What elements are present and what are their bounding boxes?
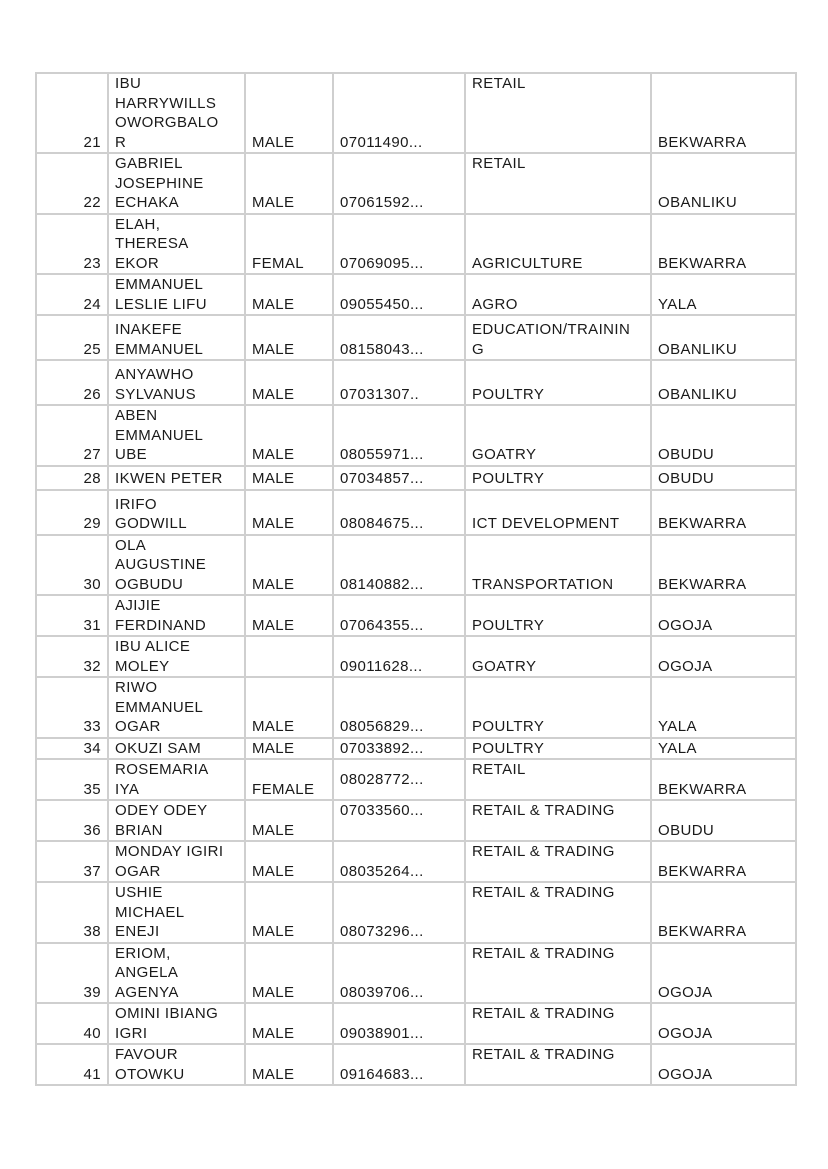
lga-cell: YALA (651, 738, 796, 760)
table-row (36, 841, 796, 882)
name-cell: IBU HARRYWILLS OWORGBALO R (108, 73, 245, 153)
business-cell: RETAIL & TRADING (465, 943, 651, 1004)
sex-cell: FEMAL (245, 214, 333, 275)
sex-cell: MALE (245, 360, 333, 405)
lga-cell: BEKWARRA (651, 841, 796, 882)
row-number-cell: 33 (36, 677, 108, 738)
lga-cell: BEKWARRA (651, 882, 796, 943)
table-row (36, 1044, 796, 1085)
name-cell: ABEN EMMANUEL UBE (108, 405, 245, 466)
row-number-cell: 35 (36, 759, 108, 800)
row-number-cell: 24 (36, 274, 108, 315)
name-cell: ANYAWHO SYLVANUS (108, 360, 245, 405)
lga-cell: BEKWARRA (651, 73, 796, 153)
lga-cell: OGOJA (651, 943, 796, 1004)
row-number-cell: 31 (36, 595, 108, 636)
sex-cell: MALE (245, 490, 333, 535)
sex-cell: MALE (245, 882, 333, 943)
sex-cell: MALE (245, 73, 333, 153)
phone-cell: 07033892... (333, 738, 465, 760)
name-cell: ELAH, THERESA EKOR (108, 214, 245, 275)
table-body (36, 73, 796, 1085)
lga-cell: OGOJA (651, 595, 796, 636)
phone-cell: 07033560... (333, 800, 465, 841)
row-number-cell: 28 (36, 466, 108, 490)
phone-cell: 07011490... (333, 73, 465, 153)
table-row (36, 636, 796, 677)
phone-cell: 08039706... (333, 943, 465, 1004)
sex-cell: FEMALE (245, 759, 333, 800)
lga-cell: BEKWARRA (651, 490, 796, 535)
table-row (36, 490, 796, 535)
table-row (36, 535, 796, 596)
name-cell: RIWO EMMANUEL OGAR (108, 677, 245, 738)
name-cell: OMINI IBIANG IGRI (108, 1003, 245, 1044)
table-row (36, 315, 796, 360)
name-cell: MONDAY IGIRI OGAR (108, 841, 245, 882)
business-cell: GOATRY (465, 636, 651, 677)
business-cell: RETAIL & TRADING (465, 841, 651, 882)
table-row (36, 800, 796, 841)
lga-cell: OGOJA (651, 1003, 796, 1044)
name-cell: EMMANUEL LESLIE LIFU (108, 274, 245, 315)
sex-cell: MALE (245, 841, 333, 882)
sex-cell: MALE (245, 535, 333, 596)
sex-cell: MALE (245, 1044, 333, 1085)
lga-cell: OGOJA (651, 636, 796, 677)
table-row (36, 677, 796, 738)
business-cell: ICT DEVELOPMENT (465, 490, 651, 535)
sex-cell: MALE (245, 405, 333, 466)
business-cell: AGRO (465, 274, 651, 315)
business-cell: RETAIL (465, 759, 651, 800)
business-cell: TRANSPORTATION (465, 535, 651, 596)
lga-cell: YALA (651, 274, 796, 315)
business-cell: POULTRY (465, 738, 651, 760)
row-number-cell: 37 (36, 841, 108, 882)
table-row (36, 466, 796, 490)
table-row (36, 405, 796, 466)
name-cell: USHIE MICHAEL ENEJI (108, 882, 245, 943)
lga-cell: BEKWARRA (651, 535, 796, 596)
table-row (36, 153, 796, 214)
sex-cell: MALE (245, 800, 333, 841)
row-number-cell: 41 (36, 1044, 108, 1085)
sex-cell: MALE (245, 315, 333, 360)
row-number-cell: 32 (36, 636, 108, 677)
row-number-cell: 38 (36, 882, 108, 943)
table-row (36, 274, 796, 315)
table-row (36, 1003, 796, 1044)
table-row (36, 759, 796, 800)
row-number-cell: 27 (36, 405, 108, 466)
phone-cell: 08055971... (333, 405, 465, 466)
row-number-cell: 21 (36, 73, 108, 153)
row-number-cell: 30 (36, 535, 108, 596)
sex-cell: MALE (245, 274, 333, 315)
business-cell: POULTRY (465, 677, 651, 738)
sex-cell (245, 636, 333, 677)
business-cell: POULTRY (465, 360, 651, 405)
phone-cell: 09164683... (333, 1044, 465, 1085)
table-row (36, 73, 796, 153)
business-cell: RETAIL & TRADING (465, 1003, 651, 1044)
row-number-cell: 40 (36, 1003, 108, 1044)
row-number-cell: 25 (36, 315, 108, 360)
name-cell: IKWEN PETER (108, 466, 245, 490)
name-cell: ROSEMARIA IYA (108, 759, 245, 800)
business-cell: GOATRY (465, 405, 651, 466)
phone-cell: 08073296... (333, 882, 465, 943)
sex-cell: MALE (245, 677, 333, 738)
sex-cell: MALE (245, 595, 333, 636)
name-cell: ODEY ODEY BRIAN (108, 800, 245, 841)
sex-cell: MALE (245, 738, 333, 760)
business-cell: RETAIL & TRADING (465, 1044, 651, 1085)
sex-cell: MALE (245, 153, 333, 214)
phone-cell: 09011628... (333, 636, 465, 677)
table-row (36, 943, 796, 1004)
lga-cell: OBUDU (651, 405, 796, 466)
phone-cell: 09055450... (333, 274, 465, 315)
phone-cell: 07064355... (333, 595, 465, 636)
name-cell: INAKEFE EMMANUEL (108, 315, 245, 360)
lga-cell: YALA (651, 677, 796, 738)
table-row (36, 360, 796, 405)
business-cell: RETAIL (465, 73, 651, 153)
table-row (36, 738, 796, 760)
lga-cell: OBANLIKU (651, 360, 796, 405)
phone-cell: 08140882... (333, 535, 465, 596)
name-cell: GABRIEL JOSEPHINE ECHAKA (108, 153, 245, 214)
lga-cell: OBANLIKU (651, 315, 796, 360)
business-cell: EDUCATION/TRAININ G (465, 315, 651, 360)
table-row (36, 595, 796, 636)
phone-cell: 07061592... (333, 153, 465, 214)
phone-cell: 07034857... (333, 466, 465, 490)
business-cell: AGRICULTURE (465, 214, 651, 275)
row-number-cell: 22 (36, 153, 108, 214)
lga-cell: OBUDU (651, 800, 796, 841)
table-row (36, 882, 796, 943)
business-cell: POULTRY (465, 595, 651, 636)
business-cell: RETAIL (465, 153, 651, 214)
lga-cell: BEKWARRA (651, 214, 796, 275)
sex-cell: MALE (245, 1003, 333, 1044)
name-cell: IRIFO GODWILL (108, 490, 245, 535)
phone-cell: 08084675... (333, 490, 465, 535)
lga-cell: OGOJA (651, 1044, 796, 1085)
name-cell: OKUZI SAM (108, 738, 245, 760)
lga-cell: BEKWARRA (651, 759, 796, 800)
name-cell: IBU ALICE MOLEY (108, 636, 245, 677)
phone-cell: 08028772... (333, 759, 465, 800)
row-number-cell: 39 (36, 943, 108, 1004)
phone-cell: 08056829... (333, 677, 465, 738)
lga-cell: OBUDU (651, 466, 796, 490)
business-cell: POULTRY (465, 466, 651, 490)
row-number-cell: 34 (36, 738, 108, 760)
phone-cell: 08035264... (333, 841, 465, 882)
name-cell: FAVOUR OTOWKU (108, 1044, 245, 1085)
table-row (36, 214, 796, 275)
business-cell: RETAIL & TRADING (465, 882, 651, 943)
name-cell: AJIJIE FERDINAND (108, 595, 245, 636)
phone-cell: 07069095... (333, 214, 465, 275)
sex-cell: MALE (245, 466, 333, 490)
phone-cell: 07031307.. (333, 360, 465, 405)
beneficiary-table (35, 72, 797, 1086)
phone-cell: 09038901... (333, 1003, 465, 1044)
sex-cell: MALE (245, 943, 333, 1004)
row-number-cell: 29 (36, 490, 108, 535)
row-number-cell: 26 (36, 360, 108, 405)
row-number-cell: 36 (36, 800, 108, 841)
name-cell: OLA AUGUSTINE OGBUDU (108, 535, 245, 596)
name-cell: ERIOM, ANGELA AGENYA (108, 943, 245, 1004)
lga-cell: OBANLIKU (651, 153, 796, 214)
business-cell: RETAIL & TRADING (465, 800, 651, 841)
phone-cell: 08158043... (333, 315, 465, 360)
row-number-cell: 23 (36, 214, 108, 275)
